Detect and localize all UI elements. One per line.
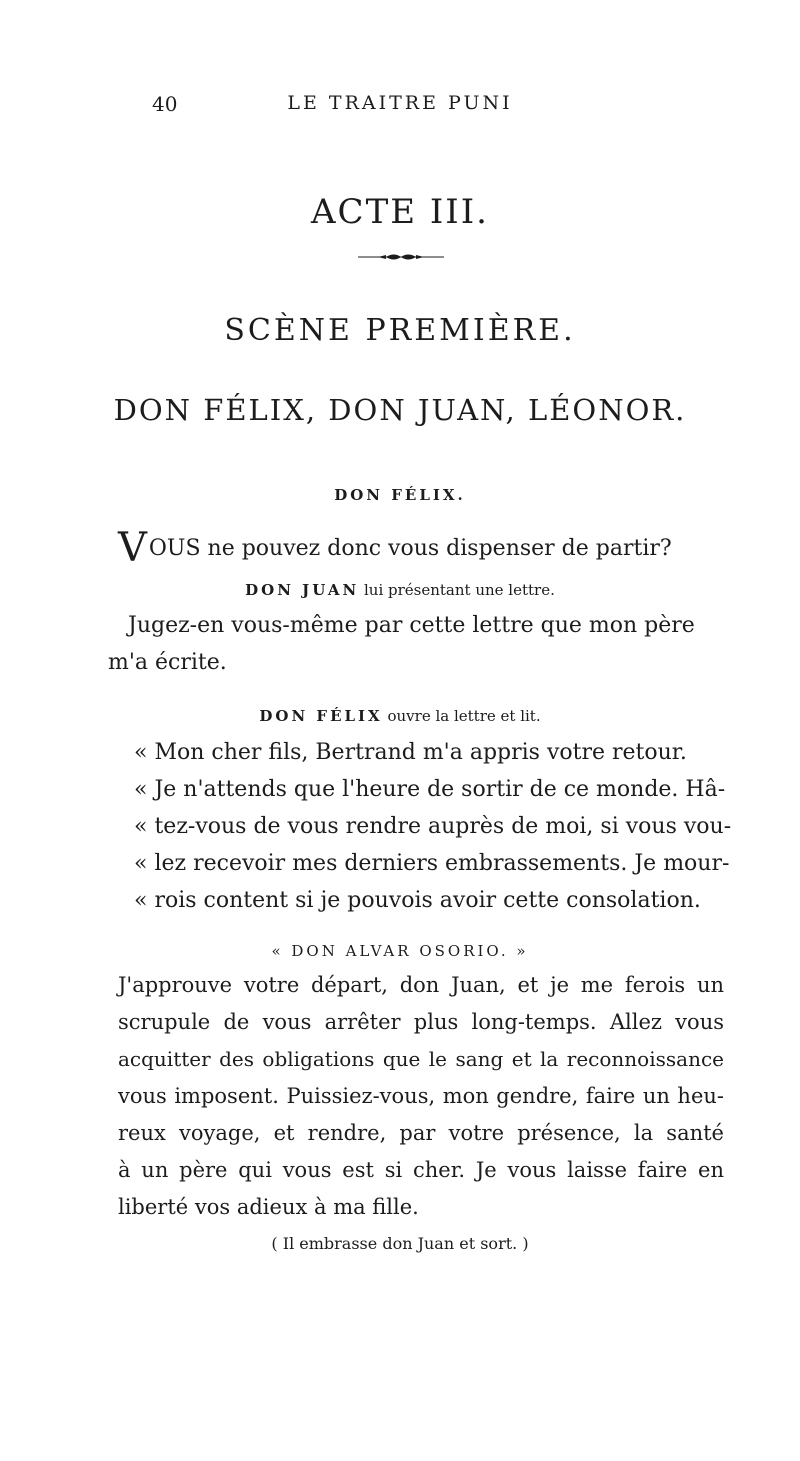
speaker-name: DON FÉLIX bbox=[259, 707, 383, 725]
divider-ornament bbox=[358, 252, 444, 262]
paragraph-line: J'approuve votre départ, don Juan, et je me ferois un bbox=[118, 973, 724, 997]
paragraph-line: à un père qui vous est si cher. Je vous laisse faire en bbox=[118, 1158, 724, 1182]
paragraph-line: acquitter des obligations que le sang et la reconnoissance bbox=[118, 1047, 724, 1071]
speaker-direction: ouvre la lettre et lit. bbox=[387, 707, 541, 725]
letter-line: « Mon cher fils, Bertrand m'a appris votre retour. bbox=[134, 740, 687, 765]
letter-signature: « DON ALVAR OSORIO. » bbox=[271, 942, 529, 960]
letter-line: « rois content si je pouvois avoir cette consolation. bbox=[134, 888, 701, 913]
drop-initial: V bbox=[118, 525, 147, 571]
speaker-don-felix: DON FÉLIX. bbox=[334, 486, 466, 504]
speaker-direction: lui présentant une lettre. bbox=[364, 581, 555, 599]
speaker-don-juan bbox=[0, 581, 800, 599]
letter-line: « Je n'attends que l'heure de sortir de ce monde. Hâ- bbox=[134, 777, 726, 802]
dialogue-line-1 bbox=[118, 525, 672, 571]
dialogue-line-1-text: OUS ne pouvez donc vous dispenser de partir? bbox=[148, 536, 672, 561]
stage-direction: ( Il embrasse don Juan et sort. ) bbox=[271, 1234, 529, 1253]
dialogue-line-2a: Jugez-en vous-même par cette lettre que mon père bbox=[128, 613, 695, 638]
paragraph-line: liberté vos adieux à ma fille. bbox=[118, 1195, 419, 1219]
scene-title: SCÈNE PREMIÈRE. bbox=[224, 313, 576, 348]
running-head bbox=[40, 92, 760, 122]
running-title: LE TRAITRE PUNI bbox=[287, 92, 513, 114]
paragraph-line: scrupule de vous arrêter plus long-temps. Allez vous bbox=[118, 1010, 724, 1034]
letter-line: « tez-vous de vous rendre auprès de moi, si vous vou- bbox=[134, 814, 732, 839]
speaker-don-felix-reads bbox=[0, 707, 800, 725]
speaker-name: DON JUAN bbox=[245, 581, 360, 599]
letter-line: « lez recevoir mes derniers embrassements. Je mour- bbox=[134, 851, 730, 876]
scene-characters: DON FÉLIX, DON JUAN, LÉONOR. bbox=[113, 393, 687, 427]
paragraph-line: vous imposent. Puissiez-vous, mon gendre, faire un heu- bbox=[118, 1084, 724, 1108]
page-number: 40 bbox=[152, 92, 178, 116]
act-title: ACTE III. bbox=[311, 192, 489, 232]
dialogue-line-2b: m'a écrite. bbox=[108, 650, 227, 675]
paragraph-line: reux voyage, et rendre, par votre présence, la santé bbox=[118, 1121, 724, 1145]
